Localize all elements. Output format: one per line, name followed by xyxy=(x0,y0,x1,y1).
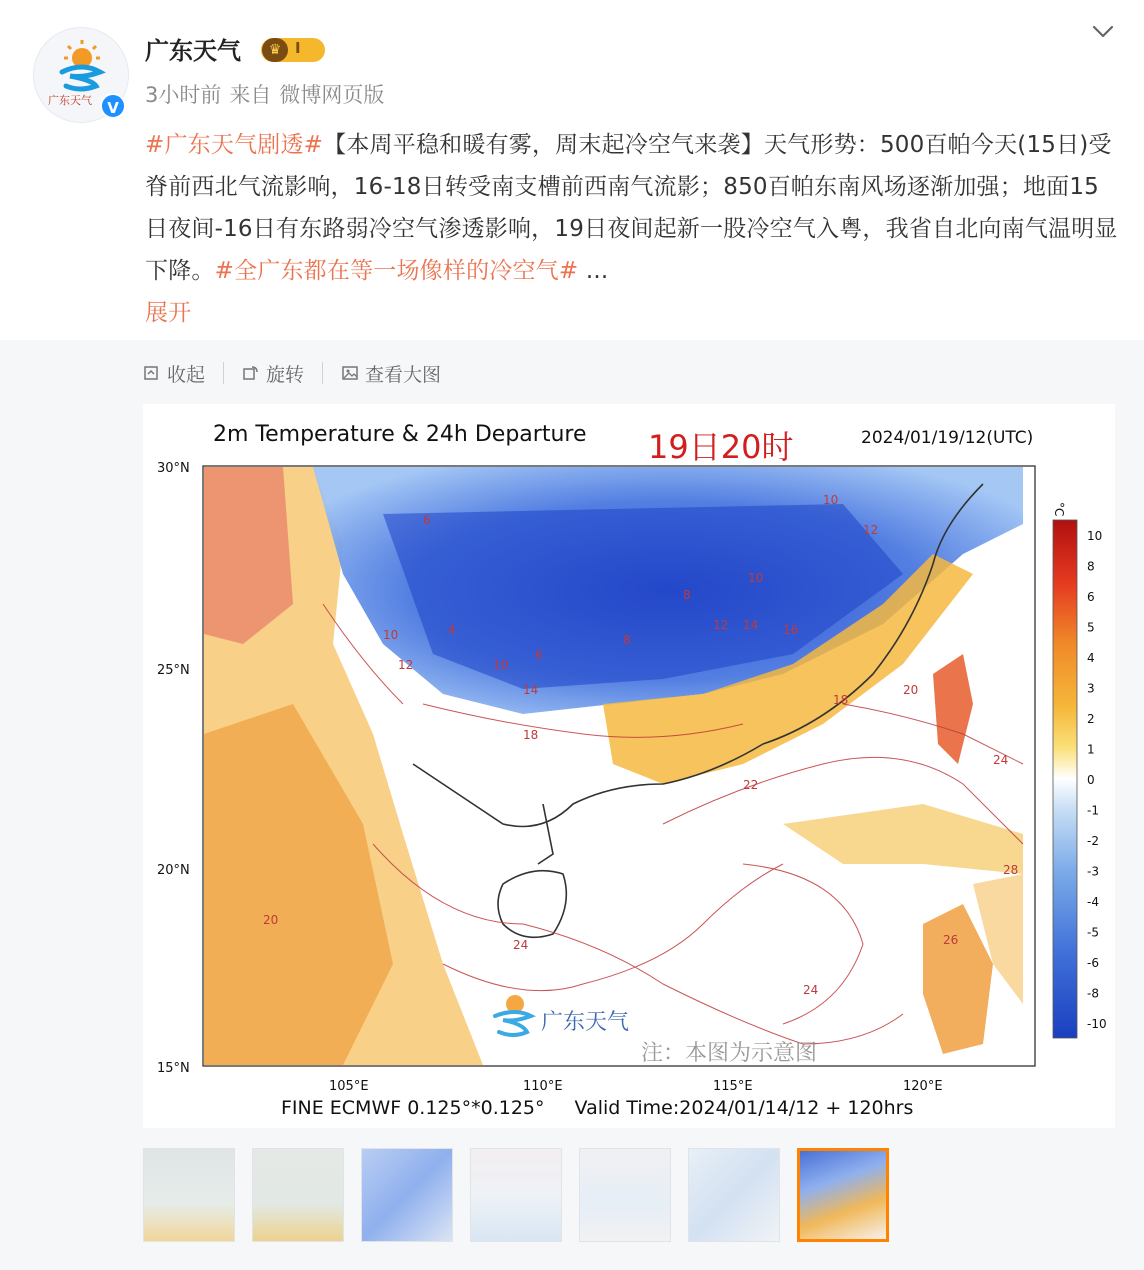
contour-label: 24 xyxy=(993,753,1009,767)
contour-label: 28 xyxy=(1003,863,1019,877)
lat-label: 15°N xyxy=(157,1061,190,1076)
contour-label: 18 xyxy=(833,693,849,707)
expand-link[interactable]: 展开 xyxy=(145,300,192,326)
lat-label: 20°N xyxy=(157,863,190,878)
contour-label: 20 xyxy=(903,683,919,697)
thumbnail[interactable] xyxy=(361,1148,453,1242)
figure-title: 2m Temperature & 24h Departure xyxy=(213,422,587,447)
colorbar-tick-label: 3 xyxy=(1087,681,1095,696)
temperature-map xyxy=(143,404,1115,1128)
view-large-label: 查看大图 xyxy=(365,363,442,386)
contour-label: 12 xyxy=(398,658,414,672)
avatar-caption: 广东天气 xyxy=(48,94,92,107)
colorbar-tick-label: -2 xyxy=(1087,834,1099,848)
contour-label: 6 xyxy=(535,648,543,662)
colorbar-tick-label: 5 xyxy=(1087,620,1095,635)
rotate-label: 旋转 xyxy=(266,363,305,386)
colorbar-tick-label: -1 xyxy=(1087,803,1099,818)
colorbar-tick-label: -3 xyxy=(1087,864,1099,879)
contour-label: 20 xyxy=(263,913,279,927)
contour-label: 16 xyxy=(783,623,799,637)
lon-label: 120°E xyxy=(903,1079,943,1094)
contour-label: 8 xyxy=(683,588,691,602)
weather-map-image[interactable] xyxy=(143,404,1115,1128)
contour-label: 10 xyxy=(748,571,764,585)
figure-overlay-time: 19日20时 xyxy=(648,428,794,466)
figure-note: 注：本图为示意图 xyxy=(641,1041,818,1066)
lon-label: 105°E xyxy=(329,1079,369,1094)
colorbar-tick-label: -10 xyxy=(1087,1017,1107,1031)
thumbnail-strip xyxy=(143,1148,889,1242)
member-level: I xyxy=(295,39,301,57)
contour-label: 14 xyxy=(743,618,759,632)
model-label: FINE ECMWF 0.125°*0.125° xyxy=(281,1097,545,1119)
media-toolbar xyxy=(143,358,441,388)
lon-label: 110°E xyxy=(523,1079,563,1094)
contour-label: 12 xyxy=(713,618,729,632)
colorbar-tick-label: -4 xyxy=(1087,895,1099,909)
colorbar-tick-label: -8 xyxy=(1087,986,1099,1001)
lat-label: 25°N xyxy=(157,663,190,678)
thumbnail[interactable] xyxy=(797,1148,889,1242)
contour-label: 26 xyxy=(943,933,959,947)
colorbar xyxy=(1053,520,1077,1038)
view-large-button[interactable] xyxy=(341,360,441,387)
contour-label: 6 xyxy=(423,513,431,527)
chevron-down-icon[interactable] xyxy=(1090,18,1116,44)
toolbar-divider xyxy=(223,362,224,384)
watermark-brand: 广东天气 xyxy=(541,1010,630,1035)
colorbar-tick-label: 10 xyxy=(1087,529,1103,543)
member-badge[interactable] xyxy=(261,38,325,62)
ellipsis: ... xyxy=(585,258,609,284)
post-time-link[interactable]: 3小时前 xyxy=(145,83,222,107)
colorbar-tick-label: 8 xyxy=(1087,559,1095,574)
lon-label: 115°E xyxy=(713,1079,753,1094)
hashtag-link[interactable]: #广东天气剧透# xyxy=(145,132,324,158)
contour-label: 10 xyxy=(823,493,839,507)
contour-label: 4 xyxy=(448,623,456,637)
collapse-icon xyxy=(143,364,161,382)
post-meta xyxy=(145,79,392,109)
contour-label: 12 xyxy=(863,523,879,537)
source-link[interactable]: 微博网页版 xyxy=(279,83,385,107)
rotate-icon xyxy=(242,364,260,382)
contour-label: 24 xyxy=(803,983,819,997)
user-name-link[interactable]: 广东天气 xyxy=(145,37,241,65)
toolbar-divider xyxy=(322,362,323,384)
colorbar-tick-label: 0 xyxy=(1087,773,1095,787)
figure-footer xyxy=(281,1097,913,1119)
contour-label: 22 xyxy=(743,778,759,792)
collapse-button[interactable] xyxy=(143,360,205,387)
image-icon xyxy=(341,364,359,382)
colorbar-tick-label: 4 xyxy=(1087,651,1095,665)
source-prefix: 来自 xyxy=(229,83,272,107)
thumbnail[interactable] xyxy=(579,1148,671,1242)
rotate-button[interactable] xyxy=(242,360,304,387)
post-body: 天气形势：500百帕今天(15日)受脊前西北气流影响，16-18日转受南支槽前西南气流影；850百帕东南风场逐渐加强；地面15日夜间-16日有东路弱冷空气渗透影响，19日夜间起新一股冷空气入粤，我省自北向南气温明显下降。 xyxy=(145,132,1118,284)
valid-time: Valid Time:2024/01/14/12 + 120hrs xyxy=(574,1097,914,1119)
contour-label: 18 xyxy=(523,728,539,742)
colorbar-tick-label: 1 xyxy=(1087,742,1095,757)
contour-label: 14 xyxy=(523,683,539,697)
colorbar-tick-label: 2 xyxy=(1087,712,1095,726)
colorbar-tick-label: -5 xyxy=(1087,925,1099,940)
colorbar-tick-label: -6 xyxy=(1087,956,1099,970)
verified-badge-icon: V xyxy=(100,93,126,119)
thumbnail[interactable] xyxy=(252,1148,344,1242)
post-text xyxy=(145,124,1120,334)
figure-date: 2024/01/19/12(UTC) xyxy=(861,428,1034,448)
contour-label: 10 xyxy=(493,658,509,672)
post-headline: 【本周平稳和暖有雾，周末起冷空气来袭】 xyxy=(323,132,764,158)
colorbar-unit: °C xyxy=(1052,502,1066,517)
crown-icon: ♛ xyxy=(262,38,288,62)
thumbnail[interactable] xyxy=(470,1148,562,1242)
collapse-label: 收起 xyxy=(167,363,206,386)
thumbnail[interactable] xyxy=(143,1148,235,1242)
contour-label: 24 xyxy=(513,938,529,952)
colorbar-tick-label: 6 xyxy=(1087,590,1095,604)
thumbnail[interactable] xyxy=(688,1148,780,1242)
contour-label: 10 xyxy=(383,628,399,642)
lat-label: 30°N xyxy=(157,461,190,476)
contour-label: 8 xyxy=(623,633,631,647)
hashtag-link[interactable]: #全广东都在等一场像样的冷空气# xyxy=(214,258,579,284)
